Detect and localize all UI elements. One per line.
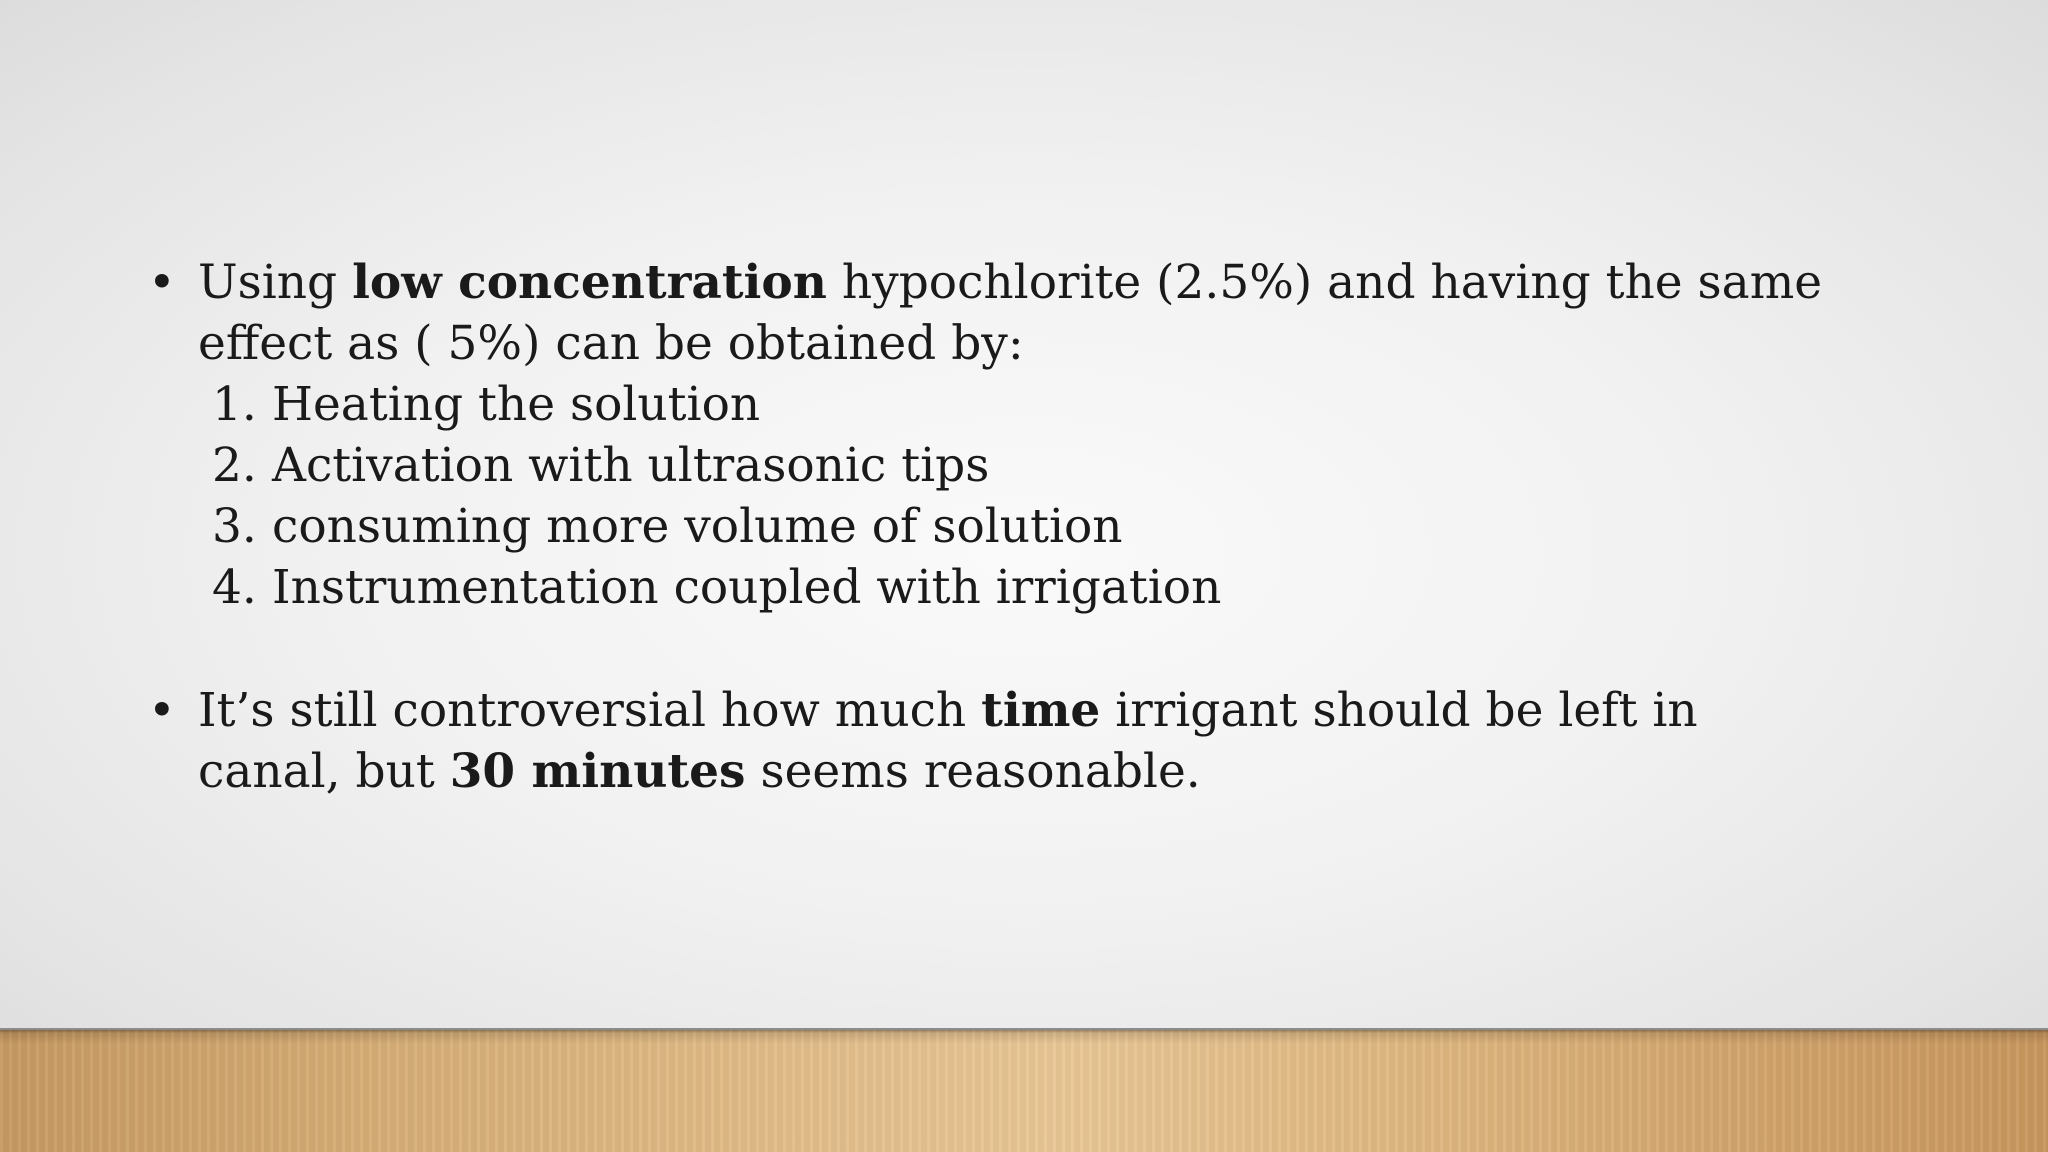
bullet-marker: • [148, 683, 176, 738]
bullet-marker: • [148, 255, 176, 310]
text-segment: hypochlorite (2.5%) and having the same effect as ( 5%) can be obtained by: [198, 255, 1823, 371]
bullet-2-text [198, 680, 1848, 802]
bold-text-segment: time [981, 683, 1101, 738]
bullet-2 [0, 680, 1848, 802]
wooden-floor [0, 1030, 2048, 1152]
list-number: 4. [212, 560, 257, 615]
text-segment: irrigant should be left in canal, but [198, 683, 1698, 799]
bullet-1-text [198, 252, 1848, 374]
list-item-text: Heating the solution [272, 377, 761, 432]
text-segment: Using [198, 255, 353, 310]
list-item [198, 374, 1848, 435]
slide-body [0, 252, 2048, 802]
list-item [198, 435, 1848, 496]
list-item [198, 496, 1848, 557]
spacer [0, 618, 2048, 680]
bold-text-segment: low concentration [352, 255, 827, 310]
list-number: 3. [212, 499, 257, 554]
list-item [198, 557, 1848, 618]
bold-text-segment: 30 minutes [449, 744, 746, 799]
list-item-text: Instrumentation coupled with irrigation [272, 560, 1222, 615]
bullet-1 [0, 252, 1848, 618]
list-item-text: Activation with ultrasonic tips [272, 438, 990, 493]
list-item-text: consuming more volume of solution [272, 499, 1123, 554]
list-number: 2. [212, 438, 257, 493]
list-number: 1. [212, 377, 257, 432]
numbered-list [198, 374, 1848, 618]
text-segment: It’s still controversial how much [198, 683, 982, 738]
text-segment: seems reasonable. [745, 744, 1201, 799]
